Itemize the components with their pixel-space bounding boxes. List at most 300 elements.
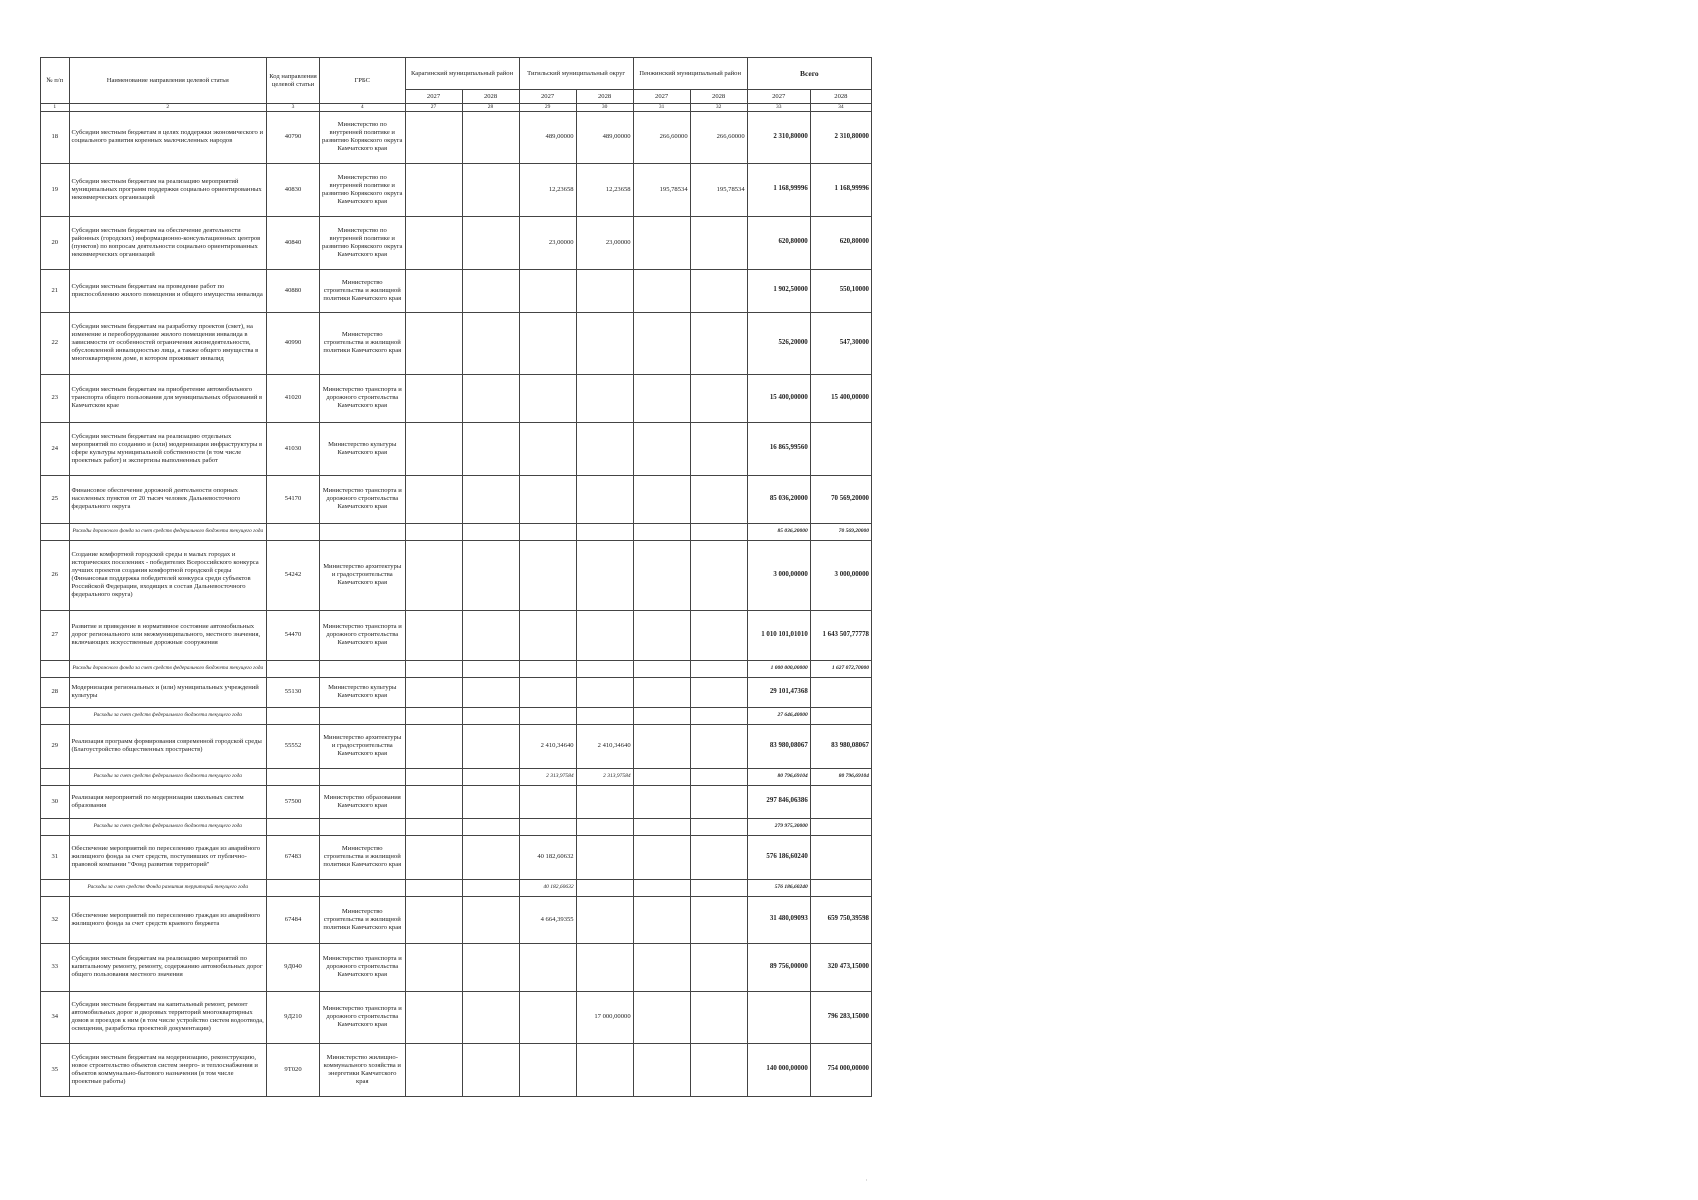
row-value [690,785,747,818]
header-tigilsky: Тигильский муниципальный округ [519,58,633,90]
row-total-value: 754 000,00000 [810,1043,871,1096]
row-number: 28 [41,677,70,707]
row-value [633,991,690,1043]
row-value: 195,78534 [633,163,690,216]
subtotal-value [462,879,519,896]
subtotal-spacer [319,818,405,835]
subtotal-value: 1 000 000,00000 [747,660,810,677]
row-grbs: Министерство архитектуры и градостроительства Камчатского края [319,540,405,610]
header-total: Всего [747,58,871,90]
row-value [405,835,462,879]
row-value [690,475,747,523]
row-code: 67483 [267,835,320,879]
subtotal-row [41,660,872,677]
subtotal-value [633,660,690,677]
row-name: Субсидии местным бюджетам на реализацию отдельных мероприятий по созданию и (или) модернизации инфраструктуры в сфере культуры муниципальной собственности (в том числе проектных работ) и экспертизы выполненных работ [69,422,267,475]
row-grbs: Министерство транспорта и дорожного строительства Камчатского края [319,991,405,1043]
column-number: 3 [267,104,320,112]
row-value [519,943,576,991]
subtotal-value [810,707,871,724]
subtotal-spacer [267,707,320,724]
row-value [462,785,519,818]
row-value [405,422,462,475]
row-value [405,943,462,991]
subtotal-spacer [267,660,320,677]
subtotal-value [519,660,576,677]
row-grbs: Министерство транспорта и дорожного строительства Камчатского края [319,943,405,991]
row-number: 18 [41,111,70,163]
subtotal-spacer [319,707,405,724]
table-row [41,374,872,422]
row-name: Развитие и приведение в нормативное состояние автомобильных дорог регионального или межмуниципального, местного значения, включающих искусственные дорожные сооружения [69,610,267,660]
subtotal-spacer [319,523,405,540]
subtotal-label: Расходы дорожного фонда за счет средств федерального бюджета текущего года [69,523,267,540]
subtotal-value: 85 036,20000 [747,523,810,540]
row-value [633,1043,690,1096]
subtotal-label: Расходы за счет средств федерального бюджета текущего года [69,818,267,835]
table-row [41,422,872,475]
row-number: 22 [41,312,70,374]
row-value [519,475,576,523]
header-name: Наименование направления целевой статьи [69,58,267,104]
column-number: 34 [810,104,871,112]
row-total-value: 526,20000 [747,312,810,374]
row-number: 31 [41,835,70,879]
row-value [519,1043,576,1096]
row-value [576,610,633,660]
row-total-value: 83 980,08067 [747,724,810,768]
row-value [405,991,462,1043]
row-grbs: Министерство транспорта и дорожного строительства Камчатского края [319,475,405,523]
column-number: 29 [519,104,576,112]
table-row [41,991,872,1043]
row-number: 35 [41,1043,70,1096]
subtotal-value [405,707,462,724]
subtotal-value [462,707,519,724]
table-row [41,1043,872,1096]
subtotal-value: 576 186,60240 [747,879,810,896]
row-value [405,610,462,660]
row-number: 25 [41,475,70,523]
table-header [41,58,872,104]
row-value [462,216,519,269]
row-total-value: 796 283,15000 [810,991,871,1043]
row-value [690,269,747,312]
row-code: 55130 [267,677,320,707]
row-value [405,896,462,943]
row-code: 41020 [267,374,320,422]
header-year: 2027 [747,90,810,104]
subtotal-value [810,879,871,896]
subtotal-value [633,707,690,724]
subtotal-value [690,768,747,785]
row-grbs: Министерство архитектуры и градостроительства Камчатского края [319,724,405,768]
row-total-value [747,991,810,1043]
header-year: 2028 [576,90,633,104]
row-total-value: 70 569,20000 [810,475,871,523]
subtotal-value [690,707,747,724]
row-value [690,216,747,269]
subtotal-value [405,818,462,835]
row-name: Обеспечение мероприятий по переселению граждан из аварийного жилищного фонда за счет средств краевого бюджета [69,896,267,943]
row-value [576,677,633,707]
row-name: Реализация мероприятий по модернизации школьных систем образования [69,785,267,818]
budget-table [40,57,872,1097]
row-value [462,943,519,991]
row-value: 195,78534 [690,163,747,216]
row-total-value: 29 101,47368 [747,677,810,707]
row-value: 23,00000 [519,216,576,269]
row-name: Реализация программ формирования современной городской среды (Благоустройство общественных пространств) [69,724,267,768]
subtotal-spacer [319,660,405,677]
row-number: 26 [41,540,70,610]
row-value [576,785,633,818]
subtotal-value: 40 182,60632 [519,879,576,896]
row-total-value [810,835,871,879]
row-value [462,991,519,1043]
row-total-value: 15 400,00000 [747,374,810,422]
row-total-value: 1 168,99996 [810,163,871,216]
row-total-value: 320 473,15000 [810,943,871,991]
row-value [405,724,462,768]
row-number: 32 [41,896,70,943]
row-value [576,475,633,523]
row-value [690,422,747,475]
row-name: Субсидии местным бюджетам на капитальный ремонт, ремонт автомобильных дорог и дворовых территорий многоквартирных домов и проездов к ним (в том числе устройство систем водоотвода, освещения, разработка проектной документации) [69,991,267,1043]
row-number: 29 [41,724,70,768]
row-value [405,374,462,422]
subtotal-value [690,523,747,540]
header-year: 2027 [405,90,462,104]
row-value [462,835,519,879]
row-value [633,312,690,374]
row-value [633,610,690,660]
row-value [576,374,633,422]
page-mark: ' [866,1180,867,1185]
row-value [462,374,519,422]
row-grbs: Министерство строительства и жилищной политики Камчатского края [319,835,405,879]
row-total-value: 550,10000 [810,269,871,312]
header-no: № п/п [41,58,70,104]
subtotal-value: 27 646,40000 [747,707,810,724]
subtotal-row [41,879,872,896]
row-value [462,677,519,707]
row-value [576,943,633,991]
table-row [41,724,872,768]
row-code: 40790 [267,111,320,163]
row-total-value [810,677,871,707]
row-name: Субсидии местным бюджетам на реализацию мероприятий по капитальному ремонту, ремонту, содержанию автомобильных дорог общего пользования местного значения [69,943,267,991]
row-value [405,269,462,312]
row-value [633,943,690,991]
row-value [405,312,462,374]
row-value [690,374,747,422]
row-number: 19 [41,163,70,216]
subtotal-value [462,660,519,677]
column-number: 28 [462,104,519,112]
table-row [41,677,872,707]
row-value [462,422,519,475]
row-value [462,610,519,660]
table-row [41,163,872,216]
column-number: 2 [69,104,267,112]
row-value: 12,23658 [519,163,576,216]
row-value: 12,23658 [576,163,633,216]
subtotal-value [576,818,633,835]
row-value [690,724,747,768]
column-number: 27 [405,104,462,112]
row-total-value: 2 310,80000 [747,111,810,163]
row-value [405,677,462,707]
row-total-value: 620,80000 [810,216,871,269]
row-value: 40 182,60632 [519,835,576,879]
row-value [633,896,690,943]
row-code: 41030 [267,422,320,475]
row-value: 266,60000 [690,111,747,163]
subtotal-value [576,523,633,540]
row-value [462,312,519,374]
subtotal-spacer [267,768,320,785]
row-value [462,475,519,523]
row-value [690,312,747,374]
header-karaginsky: Карагинский муниципальный район [405,58,519,90]
row-value: 17 000,00000 [576,991,633,1043]
subtotal-value [462,523,519,540]
row-value [519,610,576,660]
row-total-value: 2 310,80000 [810,111,871,163]
row-name: Финансовое обеспечение дорожной деятельности опорных населенных пунктов от 20 тысяч человек Дальневосточного федерального округа [69,475,267,523]
header-year: 2028 [810,90,871,104]
row-value [519,540,576,610]
row-total-value: 16 865,99560 [747,422,810,475]
row-code: 40830 [267,163,320,216]
subtotal-label: Расходы за счет средств федерального бюджета текущего года [69,768,267,785]
subtotal-spacer [41,660,70,677]
row-value [633,724,690,768]
row-value [690,540,747,610]
row-grbs: Министерство строительства и жилищной политики Камчатского края [319,896,405,943]
row-value: 2 410,34640 [576,724,633,768]
table-row [41,785,872,818]
subtotal-value: 80 796,69104 [810,768,871,785]
subtotal-value [405,768,462,785]
subtotal-row [41,707,872,724]
subtotal-value [576,879,633,896]
row-value [519,312,576,374]
row-code: 54242 [267,540,320,610]
header-year: 2027 [519,90,576,104]
row-value: 23,00000 [576,216,633,269]
row-number: 33 [41,943,70,991]
row-grbs: Министерство транспорта и дорожного строительства Камчатского края [319,610,405,660]
column-number: 4 [319,104,405,112]
row-total-value: 3 000,00000 [810,540,871,610]
row-name: Субсидии местным бюджетам на обеспечение деятельности районных (городских) информационно-консультационных центров (пунктов) по вопросам деятельности социально ориентированных некоммерческих организаций [69,216,267,269]
row-value [633,785,690,818]
row-value [519,422,576,475]
row-grbs: Министерство культуры Камчатского края [319,677,405,707]
table-row [41,312,872,374]
subtotal-value: 80 796,69104 [747,768,810,785]
row-name: Субсидии местным бюджетам на разработку проектов (смет), на изменение и переоборудование жилого помещения инвалида в зависимости от особенностей ограничения жизнедеятельности, обусловленной инвалидностью лица, а также общего имущества в многоквартирном доме, в котором проживает инвалид [69,312,267,374]
row-number: 27 [41,610,70,660]
subtotal-value: 279 975,30000 [747,818,810,835]
row-name: Субсидии местным бюджетам в целях поддержки экономического и социального развития коренных малочисленных народов [69,111,267,163]
row-code: 9Д040 [267,943,320,991]
row-value [633,269,690,312]
column-numbers-row [41,104,872,112]
row-value [576,1043,633,1096]
subtotal-value [519,523,576,540]
subtotal-spacer [267,818,320,835]
header-grbs: ГРБС [319,58,405,104]
subtotal-value [405,523,462,540]
row-code: 9Д210 [267,991,320,1043]
table-row [41,111,872,163]
subtotal-value [462,768,519,785]
subtotal-value [462,818,519,835]
row-value [405,785,462,818]
subtotal-spacer [41,818,70,835]
row-name: Субсидии местным бюджетам на приобретение автомобильного транспорта общего пользования для муниципальных образований в Камчатском крае [69,374,267,422]
table-row [41,835,872,879]
row-number: 34 [41,991,70,1043]
row-code: 54470 [267,610,320,660]
row-total-value: 620,80000 [747,216,810,269]
row-value [633,677,690,707]
subtotal-row [41,768,872,785]
subtotal-value [690,818,747,835]
subtotal-value [633,818,690,835]
subtotal-label: Расходы за счет средств Фонда развития территорий текущего года [69,879,267,896]
row-total-value: 1 168,99996 [747,163,810,216]
row-value: 2 410,34640 [519,724,576,768]
subtotal-value [633,768,690,785]
subtotal-value [690,660,747,677]
row-value [576,540,633,610]
row-grbs: Министерство культуры Камчатского края [319,422,405,475]
row-value [462,1043,519,1096]
table-row [41,216,872,269]
row-value [405,216,462,269]
row-grbs: Министерство по внутренней политике и развитию Корякского округа Камчатского края [319,163,405,216]
row-code: 40880 [267,269,320,312]
row-value [576,312,633,374]
row-total-value: 547,30000 [810,312,871,374]
row-value [519,269,576,312]
row-total-value: 1 010 101,01010 [747,610,810,660]
column-number: 33 [747,104,810,112]
subtotal-label: Расходы дорожного фонда за счет средств федерального бюджета текущего года [69,660,267,677]
subtotal-row [41,523,872,540]
row-value [633,475,690,523]
row-value [519,374,576,422]
row-value: 489,00000 [519,111,576,163]
subtotal-value [690,879,747,896]
subtotal-spacer [41,523,70,540]
row-name: Модернизация региональных и (или) муниципальных учреждений культуры [69,677,267,707]
row-code: 55552 [267,724,320,768]
subtotal-value: 2 313,97584 [576,768,633,785]
row-value [633,216,690,269]
header-year: 2028 [690,90,747,104]
column-number: 1 [41,104,70,112]
row-total-value [810,785,871,818]
row-value [405,475,462,523]
header-penzhinsky: Пенжинский муниципальный район [633,58,747,90]
row-total-value [810,422,871,475]
row-value [690,1043,747,1096]
row-total-value: 659 750,39598 [810,896,871,943]
table-row [41,943,872,991]
row-total-value: 85 036,20000 [747,475,810,523]
subtotal-value [576,660,633,677]
column-number: 31 [633,104,690,112]
row-name: Субсидии местным бюджетам на проведение работ по приспособлению жилого помещения и общего имущества инвалида [69,269,267,312]
subtotal-value [633,523,690,540]
subtotal-value: 70 569,20000 [810,523,871,540]
row-total-value: 3 000,00000 [747,540,810,610]
row-code: 54170 [267,475,320,523]
row-value [462,163,519,216]
row-grbs: Министерство образования Камчатского края [319,785,405,818]
row-number: 23 [41,374,70,422]
row-value [633,374,690,422]
row-code: 40990 [267,312,320,374]
row-total-value: 15 400,00000 [810,374,871,422]
subtotal-value [633,879,690,896]
subtotal-value [810,818,871,835]
row-value [576,269,633,312]
row-value [405,1043,462,1096]
row-code: 9Т020 [267,1043,320,1096]
row-value [690,896,747,943]
row-grbs: Министерство строительства и жилищной политики Камчатского края [319,269,405,312]
row-value [519,785,576,818]
row-value [690,943,747,991]
subtotal-spacer [41,879,70,896]
row-value [405,111,462,163]
row-value [462,111,519,163]
row-total-value: 140 000,00000 [747,1043,810,1096]
row-total-value: 31 480,09093 [747,896,810,943]
table-row [41,540,872,610]
row-value [690,677,747,707]
row-code: 57500 [267,785,320,818]
row-total-value: 1 902,50000 [747,269,810,312]
row-value: 489,00000 [576,111,633,163]
row-value [576,835,633,879]
row-total-value: 83 980,08067 [810,724,871,768]
table-row [41,475,872,523]
row-grbs: Министерство по внутренней политике и развитию Корякского округа Камчатского края [319,216,405,269]
subtotal-spacer [267,523,320,540]
row-value [462,724,519,768]
row-number: 20 [41,216,70,269]
row-total-value: 576 186,60240 [747,835,810,879]
row-value [519,991,576,1043]
table-row [41,896,872,943]
subtotal-spacer [41,768,70,785]
row-value [633,422,690,475]
row-total-value: 1 643 507,77778 [810,610,871,660]
row-grbs: Министерство транспорта и дорожного строительства Камчатского края [319,374,405,422]
column-number: 32 [690,104,747,112]
subtotal-value [576,707,633,724]
row-total-value: 297 846,06386 [747,785,810,818]
subtotal-value: 1 627 072,70000 [810,660,871,677]
row-value [690,991,747,1043]
